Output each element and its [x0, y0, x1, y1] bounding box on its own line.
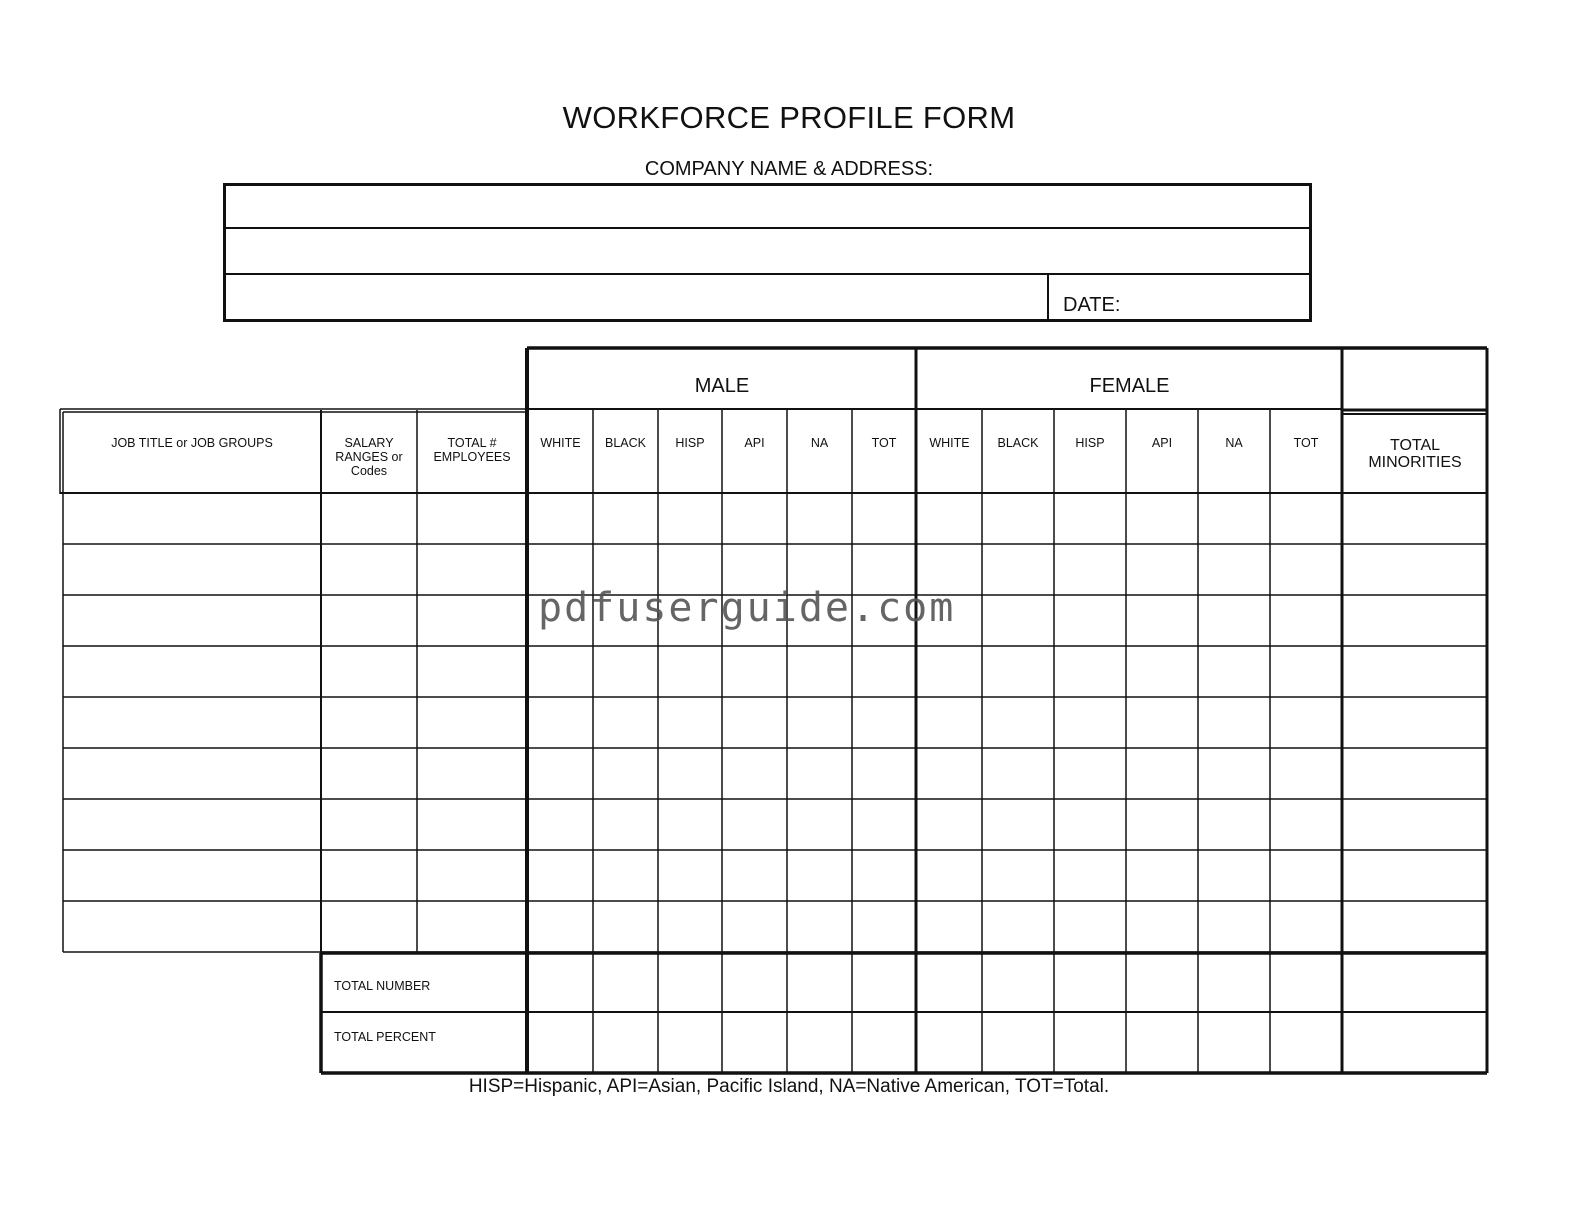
table-cell[interactable] — [1344, 801, 1485, 848]
table-cell[interactable] — [323, 852, 415, 899]
table-cell[interactable] — [984, 648, 1052, 695]
table-cell[interactable] — [660, 852, 720, 899]
total-minorities-header: TOTAL MINORITIES — [1368, 437, 1462, 471]
table-cell[interactable] — [1272, 852, 1340, 899]
table-cell[interactable] — [1128, 495, 1196, 542]
table-cell[interactable] — [65, 801, 319, 848]
table-cell[interactable] — [1056, 699, 1124, 746]
table-cell[interactable] — [1128, 801, 1196, 848]
female-tot-header: TOT — [1293, 436, 1319, 450]
table-cell[interactable] — [1344, 597, 1485, 644]
table-cell[interactable] — [660, 801, 720, 848]
table-cell[interactable] — [918, 903, 980, 950]
table-cell[interactable] — [595, 852, 656, 899]
table-cell[interactable] — [918, 699, 980, 746]
table-cell[interactable] — [918, 801, 980, 848]
totals-cell[interactable] — [984, 1014, 1052, 1071]
table-cell[interactable] — [65, 852, 319, 899]
totals-cell[interactable] — [1272, 955, 1340, 1010]
female-white-header: WHITE — [929, 436, 970, 450]
table-cell[interactable] — [1056, 648, 1124, 695]
table-cell[interactable] — [1272, 699, 1340, 746]
table-cell[interactable] — [65, 699, 319, 746]
table-cell[interactable] — [918, 750, 980, 797]
table-cell[interactable] — [724, 801, 785, 848]
form-title: WORKFORCE PROFILE FORM — [562, 100, 1016, 135]
table-cell[interactable] — [984, 597, 1052, 644]
table-cell[interactable] — [1344, 495, 1485, 542]
total-number-label: TOTAL NUMBER — [334, 979, 431, 993]
table-cell[interactable] — [65, 495, 319, 542]
table-cell[interactable] — [1200, 801, 1268, 848]
table-cell[interactable] — [984, 546, 1052, 593]
table-cell[interactable] — [1128, 852, 1196, 899]
table-cell[interactable] — [323, 903, 415, 950]
table-cell[interactable] — [65, 546, 319, 593]
table-cell[interactable] — [419, 495, 525, 542]
totals-cell[interactable] — [1344, 955, 1485, 1010]
totals-cell[interactable] — [789, 955, 850, 1010]
table-cell[interactable] — [595, 750, 656, 797]
table-cell[interactable] — [789, 852, 850, 899]
table-cell[interactable] — [1272, 903, 1340, 950]
totals-cell[interactable] — [1056, 1014, 1124, 1071]
table-cell[interactable] — [1200, 699, 1268, 746]
table-cell[interactable] — [854, 648, 914, 695]
table-cell[interactable] — [323, 597, 415, 644]
table-cell[interactable] — [595, 648, 656, 695]
table-cell[interactable] — [529, 648, 591, 695]
table-cell[interactable] — [1128, 546, 1196, 593]
female-api-header: API — [1151, 436, 1173, 450]
male-api-header: API — [744, 436, 765, 450]
table-cell[interactable] — [1344, 852, 1485, 899]
table-cell[interactable] — [1200, 546, 1268, 593]
table-cell[interactable] — [1056, 903, 1124, 950]
table-cell[interactable] — [1056, 801, 1124, 848]
table-cell[interactable] — [789, 495, 850, 542]
totals-cell[interactable] — [918, 955, 980, 1010]
table-cell[interactable] — [660, 495, 720, 542]
male-hisp-header: HISP — [675, 436, 705, 450]
table-cell[interactable] — [1056, 495, 1124, 542]
table-cell[interactable] — [1128, 597, 1196, 644]
table-cell[interactable] — [854, 699, 914, 746]
table-cell[interactable] — [65, 750, 319, 797]
male-tot-header: TOT — [871, 436, 897, 450]
table-cell[interactable] — [529, 495, 591, 542]
totals-cell[interactable] — [1128, 1014, 1196, 1071]
totals-cell[interactable] — [1200, 955, 1268, 1010]
table-cell[interactable] — [419, 750, 525, 797]
table-cell[interactable] — [660, 903, 720, 950]
table-cell[interactable] — [984, 699, 1052, 746]
table-cell[interactable] — [660, 648, 720, 695]
table-cell[interactable] — [419, 546, 525, 593]
table-cell[interactable] — [529, 750, 591, 797]
totals-cell[interactable] — [529, 1014, 591, 1071]
table-cell[interactable] — [1128, 903, 1196, 950]
table-cell[interactable] — [854, 852, 914, 899]
date-label: DATE: — [1063, 294, 1121, 316]
table-cell[interactable] — [1128, 750, 1196, 797]
table-cell[interactable] — [984, 495, 1052, 542]
table-cell[interactable] — [323, 801, 415, 848]
totals-cell[interactable] — [595, 955, 656, 1010]
totals-cell[interactable] — [724, 955, 785, 1010]
table-cell[interactable] — [724, 903, 785, 950]
table-cell[interactable] — [419, 852, 525, 899]
table-cell[interactable] — [854, 903, 914, 950]
footnote: HISP=Hispanic, API=Asian, Pacific Island, NA=Native American, TOT=Total. — [468, 1076, 1110, 1097]
table-cell[interactable] — [1056, 597, 1124, 644]
female-hisp-header: HISP — [1075, 436, 1105, 450]
table-cell[interactable] — [323, 648, 415, 695]
table-cell[interactable] — [419, 699, 525, 746]
totals-cell[interactable] — [1272, 1014, 1340, 1071]
male-white-header: WHITE — [540, 436, 581, 450]
table-cell[interactable] — [789, 750, 850, 797]
table-cell[interactable] — [419, 597, 525, 644]
table-cell[interactable] — [1272, 750, 1340, 797]
female-black-header: BLACK — [997, 436, 1039, 450]
totals-cell[interactable] — [595, 1014, 656, 1071]
totals-cell[interactable] — [724, 1014, 785, 1071]
table-cell[interactable] — [595, 699, 656, 746]
table-cell[interactable] — [789, 801, 850, 848]
table-cell[interactable] — [1056, 546, 1124, 593]
table-cell[interactable] — [724, 750, 785, 797]
table-cell[interactable] — [1272, 546, 1340, 593]
table-cell[interactable] — [1200, 852, 1268, 899]
totals-cell[interactable] — [1344, 1014, 1485, 1071]
totals-cell[interactable] — [1128, 955, 1196, 1010]
table-cell[interactable] — [65, 597, 319, 644]
totals-cell[interactable] — [1200, 1014, 1268, 1071]
company-label: COMPANY NAME & ADDRESS: — [644, 158, 934, 180]
totals-cell[interactable] — [854, 955, 914, 1010]
table-cell[interactable] — [529, 903, 591, 950]
table-cell[interactable] — [789, 699, 850, 746]
table-cell[interactable] — [660, 699, 720, 746]
table-cell[interactable] — [1056, 750, 1124, 797]
table-cell[interactable] — [1344, 648, 1485, 695]
table-cell[interactable] — [595, 801, 656, 848]
totals-cell[interactable] — [660, 955, 720, 1010]
table-cell[interactable] — [1272, 597, 1340, 644]
female-header: FEMALE — [1089, 375, 1170, 397]
table-cell[interactable] — [1200, 597, 1268, 644]
table-cell[interactable] — [984, 801, 1052, 848]
totals-cell[interactable] — [1056, 955, 1124, 1010]
table-cell[interactable] — [419, 903, 525, 950]
male-na-header: NA — [810, 436, 829, 450]
table-cell[interactable] — [1128, 699, 1196, 746]
table-cell[interactable] — [918, 495, 980, 542]
table-cell[interactable] — [854, 495, 914, 542]
table-cell[interactable] — [1200, 648, 1268, 695]
table-cell[interactable] — [65, 648, 319, 695]
table-cell[interactable] — [1128, 648, 1196, 695]
table-cell[interactable] — [323, 546, 415, 593]
table-cell[interactable] — [419, 648, 525, 695]
table-cell[interactable] — [724, 495, 785, 542]
table-cell[interactable] — [1344, 546, 1485, 593]
totals-cell[interactable] — [789, 1014, 850, 1071]
male-black-header: BLACK — [605, 436, 646, 450]
table-cell[interactable] — [1344, 699, 1485, 746]
table-cell[interactable] — [984, 852, 1052, 899]
table-cell[interactable] — [789, 903, 850, 950]
table-cell[interactable] — [323, 750, 415, 797]
male-header: MALE — [694, 375, 750, 397]
table-cell[interactable] — [854, 801, 914, 848]
table-cell[interactable] — [984, 750, 1052, 797]
watermark-text: pdfuserguide.com — [538, 585, 956, 631]
total-employees-header: TOTAL # EMPLOYEES — [433, 436, 511, 464]
table-cell[interactable] — [724, 648, 785, 695]
total-percent-label: TOTAL PERCENT — [334, 1030, 436, 1044]
totals-cell[interactable] — [529, 955, 591, 1010]
table-cell[interactable] — [918, 648, 980, 695]
table-cell[interactable] — [1344, 903, 1485, 950]
table-cell[interactable] — [419, 801, 525, 848]
table-cell[interactable] — [595, 495, 656, 542]
table-cell[interactable] — [529, 699, 591, 746]
table-cell[interactable] — [1272, 495, 1340, 542]
table-cell[interactable] — [984, 903, 1052, 950]
table-cell[interactable] — [1200, 495, 1268, 542]
table-cell[interactable] — [724, 852, 785, 899]
table-cell[interactable] — [529, 801, 591, 848]
table-cell[interactable] — [65, 903, 319, 950]
table-cell[interactable] — [323, 699, 415, 746]
table-cell[interactable] — [660, 750, 720, 797]
totals-cell[interactable] — [984, 955, 1052, 1010]
table-cell[interactable] — [595, 903, 656, 950]
totals-cell[interactable] — [660, 1014, 720, 1071]
table-cell[interactable] — [724, 699, 785, 746]
totals-cell[interactable] — [918, 1014, 980, 1071]
table-cell[interactable] — [1344, 750, 1485, 797]
female-na-header: NA — [1225, 436, 1243, 450]
table-cell[interactable] — [1056, 852, 1124, 899]
salary-header: SALARY RANGES or Codes — [335, 436, 403, 478]
table-cell[interactable] — [1272, 801, 1340, 848]
table-cell[interactable] — [854, 750, 914, 797]
table-cell[interactable] — [789, 648, 850, 695]
totals-cell[interactable] — [854, 1014, 914, 1071]
table-cell[interactable] — [918, 852, 980, 899]
table-cell[interactable] — [323, 495, 415, 542]
job-title-header: JOB TITLE or JOB GROUPS — [111, 436, 273, 450]
table-cell[interactable] — [529, 852, 591, 899]
table-cell[interactable] — [1272, 648, 1340, 695]
table-cell[interactable] — [1200, 903, 1268, 950]
table-cell[interactable] — [1200, 750, 1268, 797]
